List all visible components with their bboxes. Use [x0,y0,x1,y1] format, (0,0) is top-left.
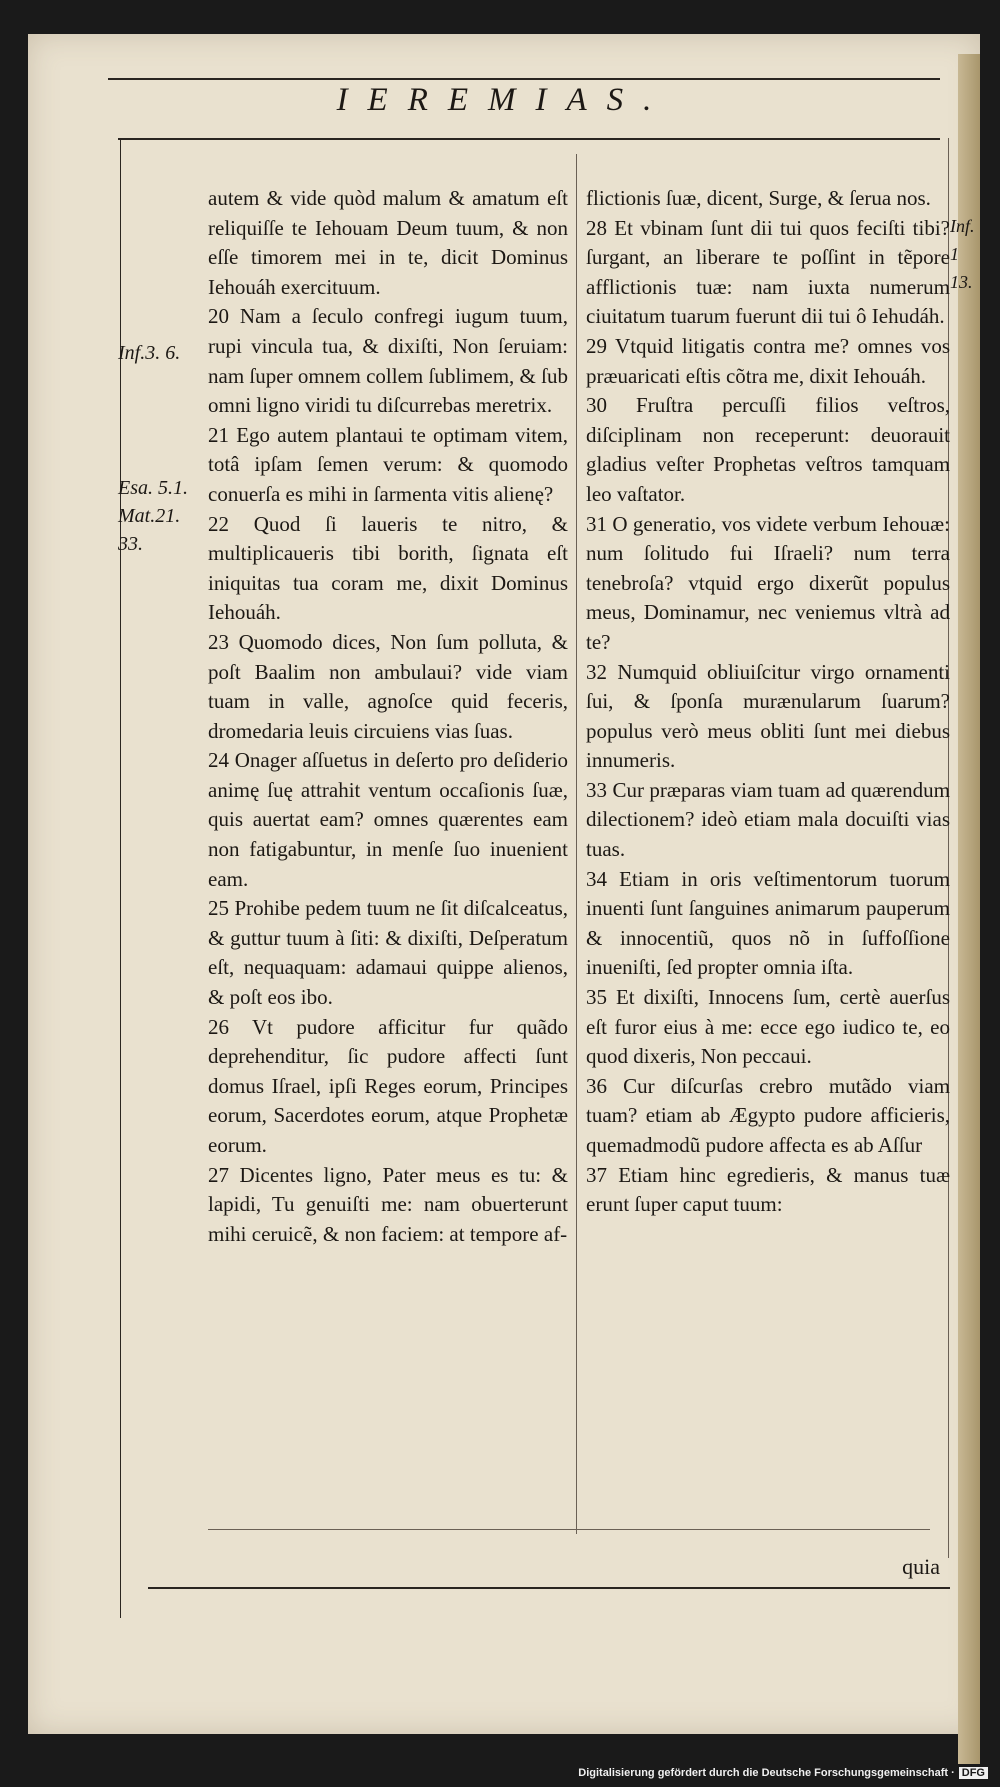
bottom-rule [148,1587,950,1589]
margin-ref: Mat.21. [118,505,181,527]
margin-note-right [950,212,980,296]
verse-paragraph: 20 Nam a ſeculo confregi iugum tuum, rupi vincula tua, & dixiſti, Non ſeruiam: nam ſuper omnem collem ſublimem, & ſub omni ligno viridi tu diſcurrebas meretrix. [208,304,568,418]
verse-paragraph: autem & vide quòd malum & amatum eſt reliquiſſe te Iehouam Deum tuum, & non eſſe timorem mei in te, dicit Dominus Iehouáh exercituum. [208,186,568,299]
margin-note-esa [118,474,188,558]
verse-paragraph: 25 Prohibe pedem tuum ne ſit diſcalceatus, & guttur tuum à ſiti: & dixiſti, Deſperatum eſt, nequaquam: adamaui quippe alienos, & poſt eos ibo. [208,896,568,1010]
verse-paragraph: 21 Ego autem plantaui te optimam vitem, totâ ipſam ſemen verum: & quomodo conuerſa es mihi in ſarmenta vitis alienę? [208,422,568,506]
verse-paragraph: 28 Et vbinam ſunt dii tui quos feciſti tibi? ſurgant, an liberare te poſſint in tẽpore afflictionis tuæ: nam iuxta numerum ciuitatum tuarum fuerunt dii tui ô Iehudáh. [586,215,950,329]
top-rule [108,78,940,80]
verse-paragraph: 31 O generatio, vos videte verbum Iehouæ: num ſolitudo fui Iſraeli? num terra tenebroſa? vtquid ergo dixerũt populus meus, Dominamur, nec veniemus vltrà ad te? [586,511,950,654]
verse-paragraph: 33 Cur præparas viam tuam ad quærendum dilectionem? ideò etiam mala docuiſti vias tuas. [586,777,950,862]
text-column-left [208,184,568,1249]
verse-paragraph: 23 Quomodo dices, Non ſum polluta, & poſt Baalim non ambulaui? vide viam tuam in valle, agnoſce quid feceris, dromedaria leuis circuiens vias ſuas. [208,629,568,743]
margin-ref: 13. [950,272,973,292]
margin-ref: Inf.3. 6. [118,342,181,364]
column-divider [576,154,577,1534]
running-head: IEREMIAS. [336,82,672,118]
digitization-footer [578,1767,988,1779]
catchword: quia [902,1554,940,1579]
verse-paragraph: 24 Onager aſſuetus in deſerto pro deſiderio animę ſuę attrahit ventum occaſionis ſuæ, quis auertat eam? omnes quærentes eam non fatigabuntur, in menſe ſuo inuenient eam. [208,748,568,891]
dfg-logo: DFG [959,1767,988,1779]
footer-text: Digitalisierung gefördert durch die Deutsche Forschungsgemeinschaft · [578,1767,955,1779]
verse-paragraph: 29 Vtquid litigatis contra me? omnes vos præuaricati eſtis cõtra me, dixit Iehouáh. [586,333,950,388]
margin-ref: Inf. 1 [950,216,975,264]
margin-ref: Esa. 5.1. [118,477,188,499]
margin-ref: 33. [118,533,143,555]
page-edge [958,54,980,1764]
book-page [28,34,980,1734]
verse-paragraph: 32 Numquid obliuiſcitur virgo ornamenti ſui, & ſponſa murænularum ſuarum? populus verò meus obliti ſunt mei diebus innumeris. [586,659,950,773]
verse-paragraph: 22 Quod ſi laueris te nitro, & multiplicaueris tibi borith, ſignata eſt iniquitas tua coram me, dixit Dominus Iehouáh. [208,511,568,625]
margin-note-inf-3-6 [118,339,180,367]
header-rule [118,138,940,140]
verse-paragraph: 30 Fruſtra percuſſi filios veſtros, diſciplinam non receperunt: deuorauit gladius veſter Prophetas veſtros tamquam leo vaſtator. [586,393,950,506]
verse-paragraph: 36 Cur diſcurſas crebro mutãdo viam tuam? etiam ab Ægypto pudore afficieris, quemadmodũ pudore affecta es ab Aſſur [586,1073,950,1157]
verse-paragraph: flictionis ſuæ, dicent, Surge, & ſerua nos. [586,186,931,210]
text-column-right [586,184,950,1220]
verse-paragraph: 34 Etiam in oris veſtimentorum tuorum inuenti ſunt ſanguines animarum pauperum & innocentiũ, quos nõ in ſuffoſſione inueniſti, ſed propter omnia iſta. [586,866,950,980]
verse-paragraph: 37 Etiam hinc egredieris, & manus tuæ erunt ſuper caput tuum: [586,1162,950,1217]
verse-paragraph: 35 Et dixiſti, Innocens ſum, certè auerſus eſt furor eius à me: ecce ego iudico te, eo quod dixeris, Non peccaui. [586,985,950,1069]
bottom-text-rule [208,1529,930,1530]
verse-paragraph: 26 Vt pudore afficitur fur quãdo deprehenditur, ſic pudore affecti ſunt domus Iſrael, ipſi Reges eorum, Principes eorum, Sacerdotes eorum, atque Prophetæ eorum. [208,1014,568,1157]
verse-paragraph: 27 Dicentes ligno, Pater meus es tu: & lapidi, Tu genuiſti me: nam obuerterunt mihi ceruicẽ, & non faciem: at tempore af- [208,1162,568,1246]
